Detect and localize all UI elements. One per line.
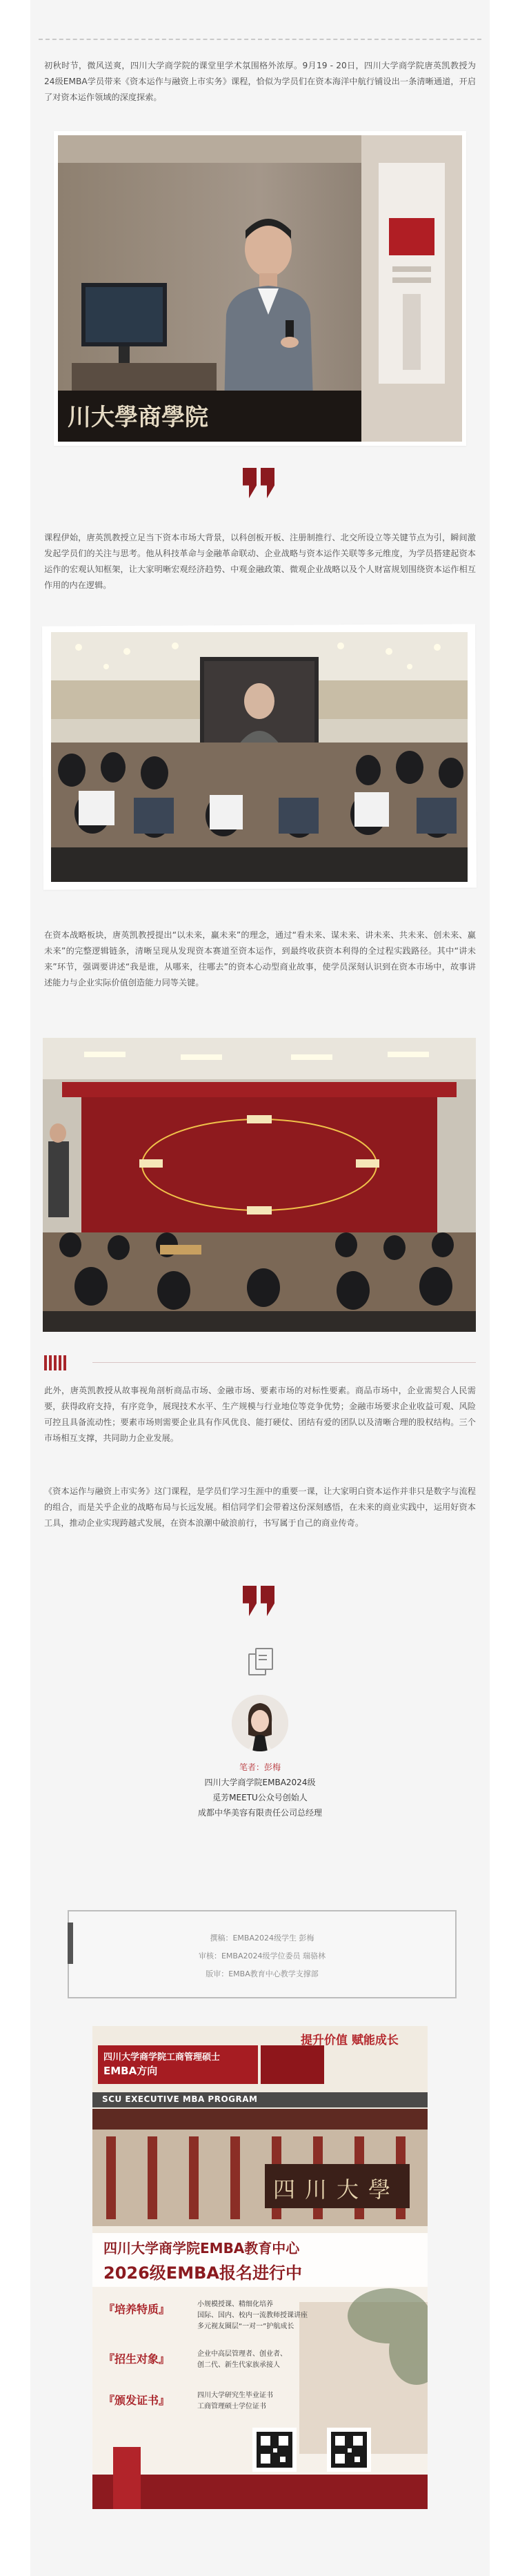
document-icon — [248, 1648, 272, 1674]
author-line-3: 成都中华美容有限责任公司总经理 — [197, 1808, 322, 1818]
quote-mark-icon-1 — [243, 468, 277, 498]
poster-header-line-1: 四川大学商学院工商管理硕士 — [103, 2052, 221, 2063]
poster-title-1: 四川大学商学院EMBA教育中心 — [103, 2240, 300, 2257]
enrollment-poster — [92, 2026, 428, 2509]
poster-feature-heading-1: 『培养特质』 — [103, 2303, 170, 2316]
paragraph-2: 课程伊始，唐英凯教授立足当下资本市场大背景，以科创板开板、注册制推行、北交所设立等关键节点为引，瞬间激发起学员们的关注与思考。他从科技革命与金融革命联动、企业战略与资本运作关联等多元维度，为学员搭建起资本运作的宏观认知框架，让大家明晰宏观经济趋势、中观金融政策、微观企业战略以及个人财富规划围绕资本运作相互作用的内在逻辑。 — [44, 533, 476, 590]
author-line-1: 四川大学商学院EMBA2024级 — [204, 1778, 316, 1787]
poster-qr-code-1[interactable] — [252, 2428, 297, 2472]
poster-feature-text-2: 企业中高层管理者、创业者、 创二代、新生代家族承接人 — [197, 2350, 287, 2369]
paragraph-5: 《资本运作与融资上市实务》这门课程，是学员们学习生涯中的重要一课，让大家明白资本运作并非只是数字与流程的组合，而是关乎企业的战略布局与长远发展。相信同学们会带着这份深刻感悟，在未来的商业实践中，运用好资本工具，推动企业实现跨越式发展，在资本浪潮中破浪前行，书写属于自己的商业传奇。 — [44, 1486, 476, 1528]
poster-feature-heading-2: 『招生对象』 — [103, 2352, 170, 2366]
author-line-2: 觅芳MEETU公众号创始人 — [212, 1793, 308, 1802]
photo-auditorium — [51, 632, 468, 882]
poster-program: SCU EXECUTIVE MBA PROGRAM — [102, 2094, 258, 2104]
credits-line-1: 撰稿：EMBA2024级学生 彭梅 — [210, 1934, 314, 1943]
paragraph-4: 此外，唐英凯教授从故事视角剖析商品市场、金融市场、要素市场的对标性要素。商品市场中，企业需契合人民需要，获得政府支持，有序竞争，展现技术水平、生产规模与行业地位等竞争优势；金融市场要求企业收益可观、风险可控且具备流动性；要素市场则需要企业具有作风优良、能打硬仗、团结有爱的团队以及清晰合理的股权结构。三个市场相互支撑，共同助力企业发展。 — [44, 1386, 476, 1443]
section-red-bars — [44, 1355, 66, 1370]
credits-line-3: 版审：EMBA教育中心教学支撑部 — [206, 1969, 319, 1978]
poster-title-2: 2026级EMBA报名进行中 — [103, 2263, 302, 2283]
photo-lecturer — [58, 135, 462, 442]
credits-box — [68, 1910, 457, 1998]
poster-feature-text-3: 四川大学研究生毕业证书 工商管理硕士学位证书 — [197, 2392, 273, 2410]
paragraph-3: 在资本战略板块，唐英凯教授提出“以未来，赢未来”的理念，通过“看未来、谋未来、讲未来、共未来、创未来、赢未来”的完整逻辑链条，清晰呈现从发现资本赛道至资本运作，到最终收获资本利得的全过程实践路径。其中“讲未来”环节，强调要讲述“我是谁，从哪来，往哪去”的资本心动型商业故事，使学员深刻认识到在资本市场中，故事讲述能力与企业实际价值创造能力同等关键。 — [44, 930, 476, 987]
poster-header-line-2: EMBA方向 — [103, 2065, 158, 2077]
poster-sign-text: 四川大學 — [273, 2176, 401, 2203]
section-red-rule — [92, 1362, 476, 1363]
top-dashed-divider — [39, 39, 481, 40]
author-label: 笔者：彭梅 — [239, 1762, 281, 1772]
poster-feature-heading-3: 『颁发证书』 — [103, 2394, 170, 2407]
poster-slogan: 提升价值 赋能成长 — [301, 2034, 399, 2047]
podium-sign-text: 川大學商學院 — [68, 404, 208, 431]
author-avatar — [232, 1695, 288, 1751]
quote-mark-icon-2 — [243, 1586, 277, 1616]
photo-lecture-hall — [43, 1038, 476, 1332]
poster-feature-text-1: 小规模授课、精细化培养 国际、国内、校内一流教师授课讲座 多元视友圈层“一对一”护航成长 — [197, 2301, 308, 2330]
intro-paragraph: 初秋时节，微风送爽，四川大学商学院的课堂里学术氛围格外浓厚。9月19 - 20日，四川大学商学院唐英凯教授为24级EMBA学员带来《资本运作与融资上市实务》课程，恰似为学员们在资本海洋中航行铺设出一条清晰通道，开启了对资本运作领域的深度探索。 — [44, 61, 476, 102]
poster-qr-code-2[interactable] — [327, 2428, 371, 2472]
credits-line-2: 审核：EMBA2024级学位委员 瑞骆林 — [198, 1951, 326, 1960]
